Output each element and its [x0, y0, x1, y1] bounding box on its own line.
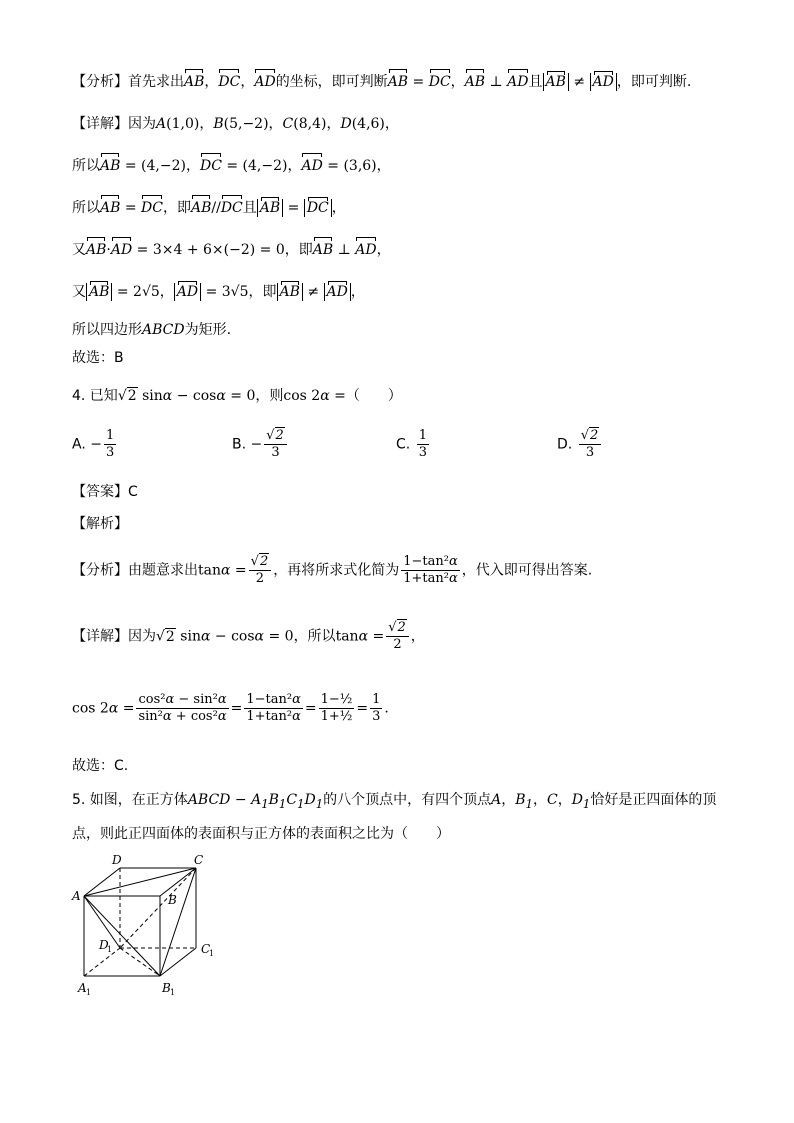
label-D1: D [99, 938, 109, 952]
label-C1: C [201, 942, 211, 956]
text: 且 [528, 74, 543, 90]
q5-stem-1: 5. 如图，在正方体ABCD − $A_1B_1C_1D_1$的八个顶点中，有四个顶点A，$B_1$，C，$D_1$恰好是正四面体的顶 [72, 792, 717, 811]
answer-tag: 【答案】 [72, 484, 128, 500]
text: ，即 [162, 200, 191, 216]
cube-figure [70, 852, 230, 1002]
q3-line-3: 所以AB = (4,−2)，DC = (4,−2)，AD = (3,6)， [72, 158, 391, 174]
q3-line-6: 又 AB = 2√5， AD = 3√5，即 AB ≠ AD ， [72, 284, 365, 300]
label-C: C [194, 853, 204, 867]
hidden-edge [120, 948, 160, 976]
label-A1: A [78, 981, 87, 995]
label-D1-sub: 1 [107, 945, 113, 954]
option-label: C. [396, 436, 411, 453]
tetra-edge [84, 868, 196, 896]
option-label: B. [232, 436, 247, 453]
q4-analysis-line: 【分析】由题意求出tanα = $\frac{√2}{2}$ ，再将所求式化简为 $\frac{\text{1−tan²α}}{\text{1+tan²α}}$ ，代入即可得出答案. [72, 554, 593, 586]
text: 因为 [128, 628, 156, 645]
q4-explain-tag: 【解析】 [72, 516, 128, 532]
q3-line-5: 又AB·AD = 3×4 + 6×(−2) = 0，即AB ⊥ AD， [72, 242, 391, 258]
label-D: D [112, 853, 122, 867]
detail-tag: 【详解】 [72, 628, 128, 645]
option-label: A. [72, 436, 86, 453]
text: 又 [72, 284, 86, 300]
q4-choice: 故选：C. [72, 758, 129, 774]
edge [160, 948, 196, 976]
option-d[interactable]: D. $\frac{√2}{3}$ [557, 428, 603, 461]
text: ，所以 [293, 628, 336, 645]
text: （ ） [345, 388, 402, 404]
text: ，即 [248, 284, 277, 300]
option-b[interactable]: B. − $\frac{√2}{3}$ [232, 428, 289, 461]
label-A1-sub: 1 [86, 988, 92, 997]
q4-calc-line: cos 2α = $\frac{\text{cos²α − sin²α}}{\text{sin²α + cos²α}}$ = $\frac{\text{1−tan²α}}{\text{1+tan²α}}$ = $\frac{\text{1−½}}{\text{1+½}}$ = $\frac{1}{3}$ . [72, 692, 389, 724]
analysis-tag: 【分析】 [72, 74, 128, 90]
option-c[interactable]: C. $\frac{1}{3}$ [396, 428, 427, 460]
option-label: D. [557, 436, 573, 453]
analysis-tag: 【分析】 [72, 562, 128, 579]
text: 为矩形. [184, 322, 232, 338]
detail-tag: 【详解】 [72, 116, 128, 132]
text: 5. 如图，在正方体 [72, 792, 188, 808]
hidden-edge [84, 948, 120, 976]
text: ，即可判断. [616, 74, 692, 90]
text: 且 [242, 200, 257, 216]
tetra-edge [84, 896, 160, 976]
q3-analysis-line: 【分析】首先求出AB，DC，AD的坐标，即可判断AB = DC，AB ⊥ AD且 AB ≠ AD ，即可判断. [72, 74, 692, 90]
label-C1-sub: 1 [209, 949, 215, 958]
text: 首先求出 [128, 74, 184, 90]
text: ，则 [255, 388, 284, 404]
answer-value: C [128, 484, 138, 500]
q3-line-4: 所以AB = DC，即AB//DC且 AB = DC ， [72, 200, 346, 216]
label-B: B [168, 893, 177, 907]
text: 所以四边形 [72, 322, 142, 338]
text: ，代入即可得出答案. [461, 562, 593, 579]
text: ，即 [284, 242, 313, 258]
option-a[interactable]: A. − $\frac{1}{3}$ [72, 428, 115, 460]
q3-detail-line: 【详解】因为A(1,0)，B(5,−2)，C(8,4)，D(4,6)， [72, 116, 399, 132]
text: 因为 [128, 116, 156, 132]
q5-stem-2: 点，则此正四面体的表面积与正方体的表面积之比为（ ） [72, 826, 450, 842]
q4-stem: 4. 已知√2 sinα − cosα = 0，则cos 2α =（ ） [72, 388, 402, 404]
text: 恰好是正四面体的顶 [590, 792, 717, 808]
label-B1: B [162, 981, 171, 995]
text: 的坐标，即可判断 [275, 74, 388, 90]
label-B1-sub: 1 [170, 988, 176, 997]
q3-choice: 故选：B [72, 350, 124, 366]
text: 所以 [72, 200, 100, 216]
q4-answer [72, 482, 138, 502]
tetra-edge [160, 868, 196, 976]
text: 由题意求出 [128, 562, 198, 579]
label-A: A [72, 889, 81, 903]
text: 所以 [72, 158, 100, 174]
q4-detail-line: 【详解】因为√2 sinα − cosα = 0，所以tanα = $\frac{√2}{2}$ ， [72, 620, 425, 652]
text: 4. 已知 [72, 388, 118, 404]
text: ，再将所求式化简为 [273, 562, 400, 579]
hidden-edge [120, 868, 196, 948]
text: 的八个顶点中，有四个顶点 [323, 792, 492, 808]
text: 又 [72, 242, 86, 258]
q3-line-7: 所以四边形ABCD为矩形. [72, 322, 232, 338]
